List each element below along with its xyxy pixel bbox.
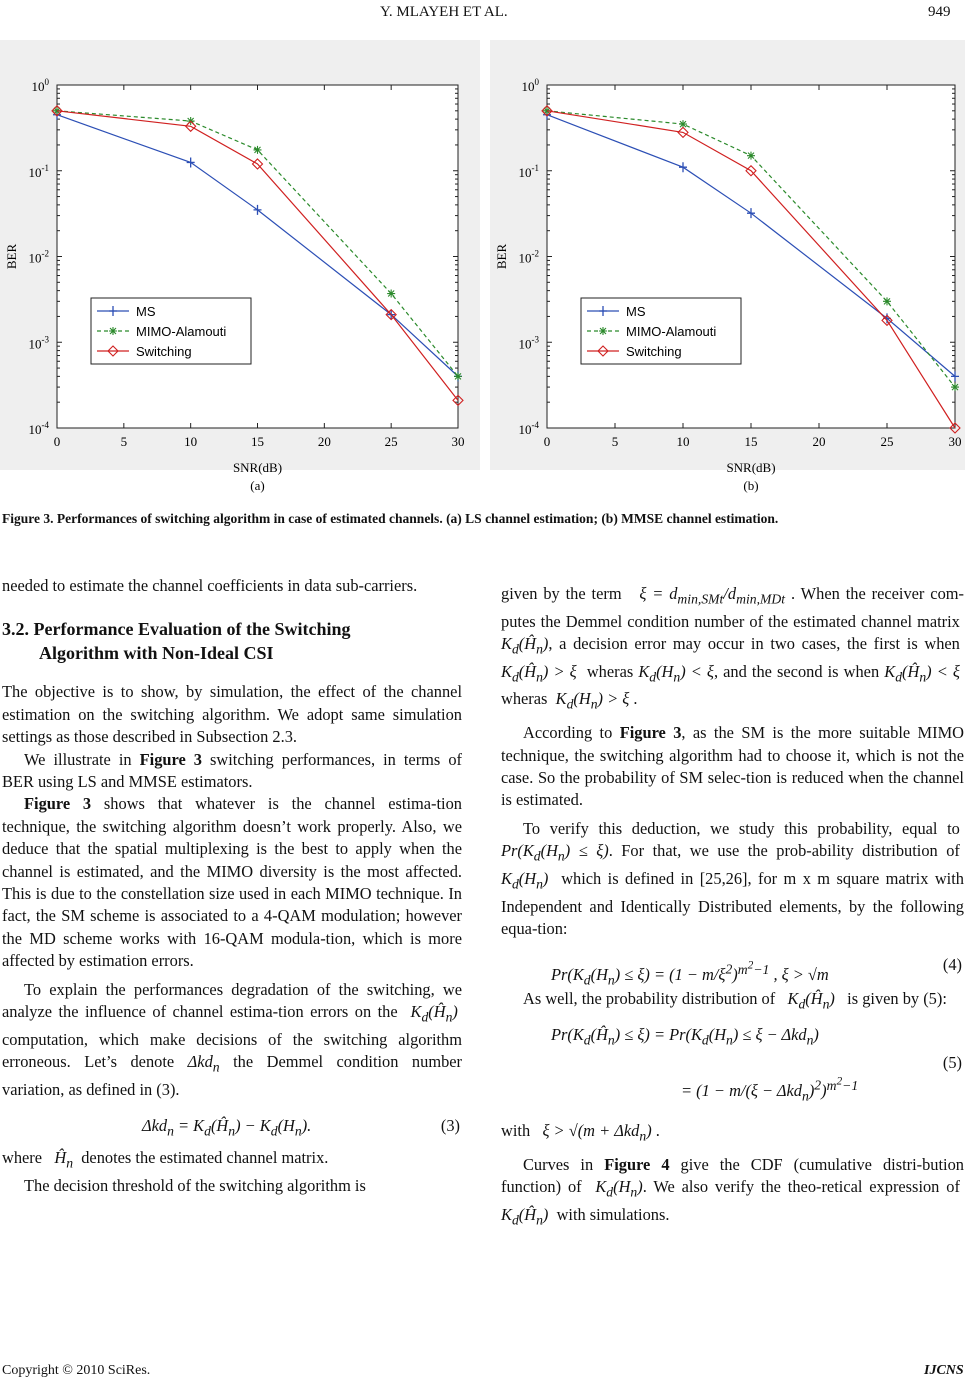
y-tick-label: $10^{-4}$ [518,420,539,437]
y-axis-label: BER [494,243,509,270]
ber-chart-b [490,40,965,500]
x-tick-label: 15 [744,434,758,449]
x-tick-label: 15 [251,434,264,449]
paragraph: To verify this deduction, we study this probability, equal to $Pr(K_d(H_n) \le \xi)$. For that, we use the prob-ability distribution of $K_d(H_n)$ which is defined in [25,26], for m x m square matrix with Independent and Identically Distributed elements, by the following equa-tion: [501,818,964,938]
section-heading: 3.2. Performance Evaluation of the Switching [2,619,351,640]
paragraph: where $Ĥ_n$ denotes the estimated channel matrix. [2,1148,329,1171]
equation-3: $\Delta kd_n = K_d(Ĥ_n) - K_d(H_n)$. (3) [142,1116,460,1139]
x-tick-label: 20 [317,434,331,449]
panel-label: (a) [250,478,265,493]
plot-area [547,85,955,428]
x-tick-label: 30 [451,434,465,449]
paragraph: As well, the probability distribution of $K_d(Ĥ_n)$ is given by (5): [523,989,947,1012]
data-point [109,327,117,335]
running-title: Y. MLAYEH ET AL. [380,4,508,20]
legend-label: MIMO-Alamouti [626,324,717,339]
x-tick-label: 0 [53,434,61,449]
paragraph: Figure 3 shows that whatever is the channel estima-tion technique, the switching algorithm doesn’t work properly. Also, we deduce that the spatial multiplexing is the best to apply when the channel is estimated, and the MIMO diversity is the most affected. This is due to the constellation size used in each MIMO technique. In fact, the SM scheme is associated to a 4-QAM modulation; however the MD scheme works with 16-QAM modula-tion, which is more affected by estimation errors. [2,794,462,971]
x-axis-label: SNR(dB) [726,460,776,475]
data-point [951,383,959,391]
right-column [501,583,964,1232]
math-delta-kd: Δkd$_n$ [187,1052,220,1075]
y-tick-label: $10^{-2}$ [518,248,539,266]
page-number: 949 [928,4,951,20]
math-xi-term: $\xi = d_{min,SMt}/d_{min,MDt}$ [639,584,786,607]
section-heading-line2: Algorithm with Non-Ideal CSI [39,643,274,664]
left-column [2,575,462,1197]
data-point [747,152,755,160]
copyright: Copyright © 2010 SciRes. [2,1363,151,1378]
legend-label: Switching [136,344,192,359]
journal-name: IJCNS [924,1363,964,1378]
equation-5: $Pr(K_d(Ĥ_n) \le \xi) = Pr(K_d(H_n) \le \xi - \Delta kd_n)$ = $(1 - m/(\xi - \Delta kd_n)^2)^{m^2-1}$ (5) [551,1025,962,1104]
y-tick-label: $10^{-1}$ [518,162,539,180]
paragraph: To explain the performances degradation of the switching, we analyze the influence of channel estima-tion errors on the $K_d(Ĥ_n)$ computation, which make decisions of the switching algorithm erroneous. Let’s denote Δkd$_n$ the Demmel condition number variation, as defined in (3). [2,979,462,1099]
paragraph: We illustrate in Figure 3 switching performances, in terms of BER using LS and MMSE estimators. [2,749,462,792]
y-axis-label: BER [4,243,19,270]
x-tick-label: 25 [880,434,894,449]
legend-label: MS [626,304,646,319]
math-K-hat-H: $K_d(Ĥ_n)$ [410,1002,458,1025]
y-tick-label: $10^{-4}$ [28,420,49,437]
data-point [254,146,262,154]
paragraph: The decision threshold of the switching algorithm is [24,1175,366,1195]
x-tick-label: 10 [184,434,198,449]
y-tick-label: $10^{-3}$ [518,334,539,352]
figure-3a [0,40,480,505]
y-tick-label: $10^0$ [31,77,49,94]
x-tick-label: 25 [384,434,398,449]
x-tick-label: 10 [676,434,690,449]
paragraph: According to Figure 3, as the SM is the more suitable MIMO technique, the switching algorithm had to choose it, which is not the case. So the probability of SM selec-tion is reduced when the channel is estimated. [501,723,964,810]
y-tick-label: $10^0$ [521,77,539,94]
y-tick-label: $10^{-2}$ [28,248,49,266]
x-tick-label: 5 [611,434,619,449]
data-point [599,327,607,335]
x-tick-label: 0 [543,434,551,449]
equation-4: $Pr(K_d(H_n) \le \xi) = (1 - m/\xi^2)^{m^2-1}$ , ξ > √m (4) [551,955,962,988]
ber-chart-a [0,40,480,500]
x-axis-label: SNR(dB) [232,460,283,475]
data-point [883,297,891,305]
paragraph: The objective is to show, by simulation, the effect of the channel estimation on the switching algorithm. We adopt same simulation settings as those described in Subsection 2.3. [2,682,462,747]
paragraph: with ξ > √(m + Δkd$_n$) . [501,1121,660,1144]
paragraph: Curves in Figure 4 give the CDF (cumulative distri-bution function) of $K_d(H_n)$. We also verify the theo-retical expression of $K_d(Ĥ_n)$ with simulations. [501,1154,964,1228]
legend-label: Switching [626,344,682,359]
x-tick-label: 30 [948,434,962,449]
data-point [454,372,462,380]
x-tick-label: 20 [812,434,826,449]
data-point [387,290,395,298]
y-tick-label: $10^{-3}$ [28,334,49,352]
figure-caption: Figure 3. Performances of switching algorithm in case of estimated channels. (a) LS channel estimation; (b) MMSE channel estimation. [2,511,779,526]
y-tick-label: $10^{-1}$ [28,162,49,180]
paragraph: given by the term $\xi = d_{min,SMt}/d_{min,MDt}$ . When the receiver com-putes the Demmel condition number of the estimated channel matrix $K_d(Ĥ_n)$, a decision error may occur in two cases, the first is when $K_d(Ĥ_n) > \xi$ wheras $K_d(H_n) < \xi$, and the second is when $K_d(Ĥ_n) < \xi$ wheras $K_d(H_n) > \xi$ . [501,584,964,712]
legend-label: MS [136,304,156,319]
figure-3b [490,40,965,505]
legend-label: MIMO-Alamouti [136,324,227,339]
panel-label: (b) [743,478,759,493]
x-tick-label: 5 [120,434,128,449]
paragraph: needed to estimate the channel coefficients in data sub-carriers. [2,576,418,595]
